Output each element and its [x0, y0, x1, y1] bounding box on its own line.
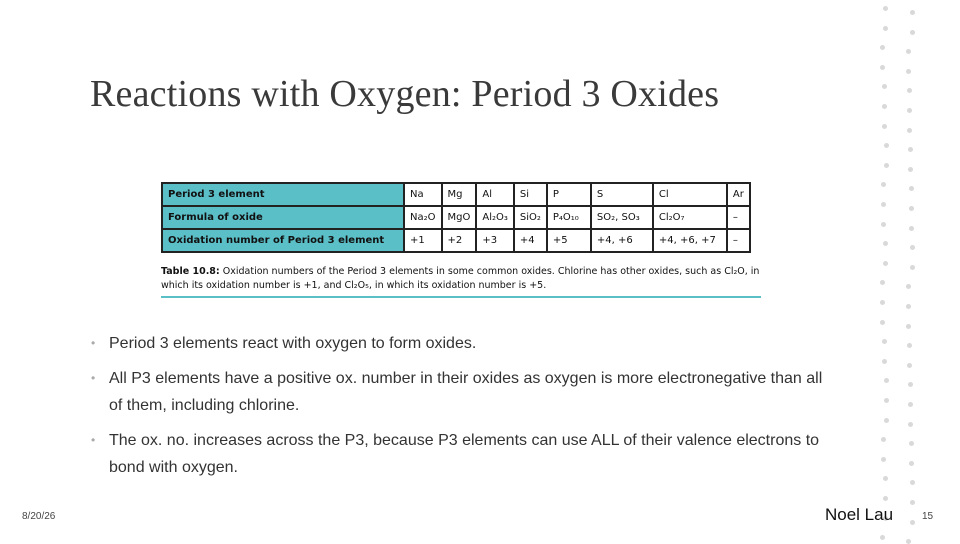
list-item — [88, 427, 828, 481]
decorative-dot — [884, 418, 889, 423]
table-cell: S — [591, 183, 653, 206]
bullet-text: All P3 elements have a positive ox. number in their oxides as oxygen is more electronegative than all of them, including chlorine. — [109, 370, 823, 414]
table-cell: MgO — [442, 206, 477, 229]
decorative-dot — [910, 520, 915, 525]
decorative-dot — [908, 147, 913, 152]
decorative-dot — [882, 104, 887, 109]
table-cell: +2 — [442, 229, 477, 252]
decorative-dot-pattern — [862, 0, 922, 540]
bullet-icon: • — [91, 336, 96, 350]
footer-date: 8/20/26 — [22, 511, 56, 522]
bullet-text: The ox. no. increases across the P3, because P3 elements can use ALL of their valence electrons to bond with oxygen. — [109, 432, 820, 476]
table-row-header: Period 3 element — [162, 183, 404, 206]
decorative-dot — [884, 378, 889, 383]
table-cell: – — [727, 206, 750, 229]
decorative-dot — [906, 304, 911, 309]
decorative-dot — [880, 320, 885, 325]
decorative-dot — [881, 202, 886, 207]
decorative-dot — [908, 382, 913, 387]
table-cell: Si — [514, 183, 547, 206]
decorative-dot — [907, 363, 912, 368]
decorative-dot — [906, 324, 911, 329]
table-cell: +3 — [476, 229, 514, 252]
decorative-dot — [883, 476, 888, 481]
decorative-dot — [908, 167, 913, 172]
decorative-dot — [882, 359, 887, 364]
decorative-dot — [883, 6, 888, 11]
table-cell: Mg — [442, 183, 477, 206]
decorative-dot — [910, 245, 915, 250]
decorative-dot — [910, 10, 915, 15]
table-row-header: Oxidation number of Period 3 element — [162, 229, 404, 252]
decorative-dot — [906, 284, 911, 289]
decorative-dot — [907, 343, 912, 348]
table-row — [162, 206, 750, 229]
decorative-dot — [906, 69, 911, 74]
table-caption-text: Oxidation numbers of the Period 3 elements in some common oxides. Chlorine has other oxides, such as Cl₂O, in which its oxidation number is +1, and Cl₂O₅, in which its oxidation number is +5. — [161, 266, 760, 291]
decorative-dot — [884, 163, 889, 168]
table-cell: SiO₂ — [514, 206, 547, 229]
table-cell: +4, +6 — [591, 229, 653, 252]
decorative-dot — [910, 265, 915, 270]
footer-author: Noel Lau — [825, 505, 894, 524]
bullet-text: Period 3 elements react with oxygen to form oxides. — [109, 335, 477, 352]
decorative-dot — [880, 45, 885, 50]
decorative-dot — [883, 496, 888, 501]
table-row — [162, 229, 750, 252]
table-cell: Na — [404, 183, 442, 206]
decorative-dot — [881, 457, 886, 462]
table-caption — [161, 265, 761, 298]
table-cell: SO₂, SO₃ — [591, 206, 653, 229]
decorative-dot — [880, 535, 885, 540]
table-cell: Al₂O₃ — [476, 206, 514, 229]
decorative-dot — [907, 88, 912, 93]
table-caption-label: Table 10.8: — [161, 266, 220, 277]
decorative-dot — [908, 402, 913, 407]
table-cell: Cl — [653, 183, 727, 206]
decorative-dot — [883, 26, 888, 31]
decorative-dot — [881, 437, 886, 442]
table-cell: P₄O₁₀ — [547, 206, 591, 229]
table-cell: +4, +6, +7 — [653, 229, 727, 252]
list-item — [88, 365, 828, 419]
decorative-dot — [910, 480, 915, 485]
table-cell: – — [727, 229, 750, 252]
decorative-dot — [883, 261, 888, 266]
table-cell: Cl₂O₇ — [653, 206, 727, 229]
decorative-dot — [884, 143, 889, 148]
list-item — [88, 330, 828, 357]
bullet-icon: • — [91, 371, 96, 385]
decorative-dot — [909, 461, 914, 466]
table-cell: Ar — [727, 183, 750, 206]
oxides-table — [161, 182, 751, 253]
table-cell: P — [547, 183, 591, 206]
decorative-dot — [910, 30, 915, 35]
slide-title: Reactions with Oxygen: Period 3 Oxides — [90, 73, 720, 115]
decorative-dot — [882, 84, 887, 89]
decorative-dot — [882, 124, 887, 129]
decorative-dot — [881, 182, 886, 187]
decorative-dot — [884, 398, 889, 403]
bullet-list — [88, 330, 828, 489]
decorative-dot — [909, 226, 914, 231]
decorative-dot — [910, 500, 915, 505]
table-cell: +4 — [514, 229, 547, 252]
table-row-header: Formula of oxide — [162, 206, 404, 229]
table-cell: +5 — [547, 229, 591, 252]
decorative-dot — [909, 206, 914, 211]
table-cell: Al — [476, 183, 514, 206]
decorative-dot — [907, 108, 912, 113]
page-number: 15 — [922, 511, 934, 522]
decorative-dot — [906, 49, 911, 54]
bullet-icon: • — [91, 433, 96, 447]
decorative-dot — [881, 222, 886, 227]
table-cell: Na₂O — [404, 206, 442, 229]
table-cell: +1 — [404, 229, 442, 252]
decorative-dot — [880, 300, 885, 305]
decorative-dot — [880, 65, 885, 70]
decorative-dot — [908, 422, 913, 427]
decorative-dot — [882, 339, 887, 344]
decorative-dot — [909, 186, 914, 191]
decorative-dot — [907, 128, 912, 133]
decorative-dot — [883, 241, 888, 246]
decorative-dot — [909, 441, 914, 446]
table-row — [162, 183, 750, 206]
decorative-dot — [880, 280, 885, 285]
